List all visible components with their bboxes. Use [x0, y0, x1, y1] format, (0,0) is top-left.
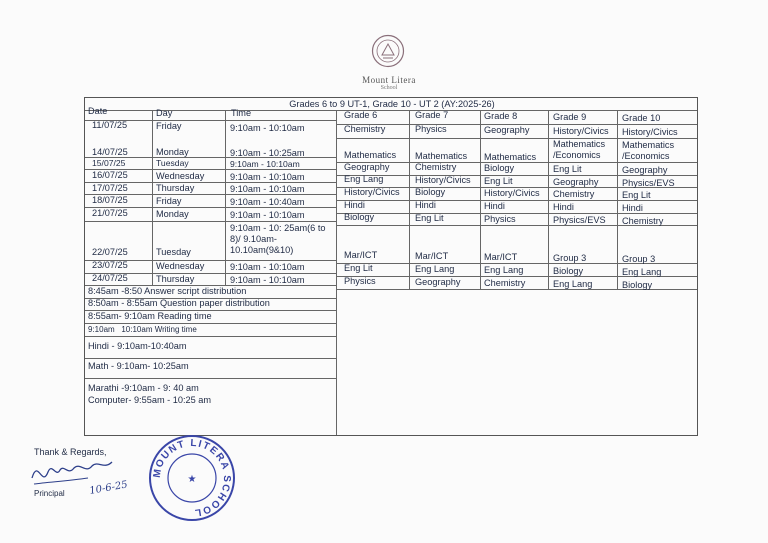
header-day: Day [156, 108, 173, 118]
row-grade6: Hindi [344, 200, 365, 210]
row-date: 18/07/25 [92, 195, 128, 205]
row-grade9: Mathematics /Economics [553, 139, 606, 160]
row-grade10: Hindi [622, 203, 643, 213]
header-grade7: Grade 7 [415, 110, 449, 120]
table-title: Grades 6 to 9 UT-1, Grade 10 - UT 2 (AY:2025-26) [289, 99, 495, 109]
note-line: 8:45am -8:50 Answer script distribution [88, 286, 247, 296]
row-date: 17/07/25 [92, 183, 128, 193]
header-date: Date [88, 106, 108, 116]
row-time: 9:10am - 10:40am [230, 197, 305, 207]
note-line: Math - 9:10am- 10:25am [88, 361, 189, 371]
row-grade6: Biology [344, 212, 375, 222]
row-grade8: Physics [484, 214, 516, 224]
row-grade7: Mathematics [415, 151, 468, 161]
row-grade6: History/Civics [344, 187, 400, 197]
row-date: 16/07/25 [92, 170, 128, 180]
header-grade9: Grade 9 [553, 112, 587, 122]
row-date: 14/07/25 [92, 147, 128, 157]
row-grade6: Physics [344, 276, 376, 286]
row-grade7: History/Civics [415, 175, 471, 185]
row-grade8: Geography [484, 125, 530, 135]
row-time: 9:10am - 10:10am [230, 210, 305, 220]
row-grade6: Mathematics [344, 150, 397, 160]
row-grade10: Eng Lang [622, 267, 662, 277]
row-grade10: Physics/EVS [622, 178, 675, 188]
row-time: 9:10am - 10:10am [230, 275, 305, 285]
row-grade9: Geography [553, 177, 599, 187]
row-day: Monday [156, 209, 189, 219]
row-grade9: Biology [553, 266, 584, 276]
row-grade10: Group 3 [622, 254, 656, 264]
row-time: 9:10am - 10:25am [230, 148, 305, 158]
header-grade10: Grade 10 [622, 113, 661, 123]
row-grade8: Hindi [484, 201, 505, 211]
row-grade9: Eng Lit [553, 164, 582, 174]
row-grade9: Hindi [553, 202, 574, 212]
row-day: Friday [156, 196, 182, 206]
row-grade6: Mar/ICT [344, 250, 378, 260]
row-date: 11/07/25 [92, 120, 128, 130]
row-day: Tuesday [156, 247, 191, 257]
row-grade8: Eng Lit [484, 176, 513, 186]
header-time: Time [231, 108, 252, 118]
note-line: Marathi -9:10am - 9: 40 am [88, 383, 199, 393]
row-date: 22/07/25 [92, 247, 128, 257]
row-day: Wednesday [156, 171, 205, 181]
row-grade8: History/Civics [484, 188, 540, 198]
row-time: 9:10am - 10:10am [230, 262, 305, 272]
header-grade6: Grade 6 [344, 110, 378, 120]
header-grade8: Grade 8 [484, 111, 518, 121]
note-line: 8:55am- 9:10am Reading time [88, 311, 212, 321]
row-grade9: Physics/EVS [553, 215, 606, 225]
row-grade10: History/Civics [622, 127, 678, 137]
row-grade8: Biology [484, 163, 515, 173]
row-date: 24/07/25 [92, 273, 128, 283]
row-date: 21/07/25 [92, 208, 128, 218]
row-grade7: Biology [415, 187, 446, 197]
row-grade10: Mathematics /Economics [622, 140, 675, 161]
row-day: Tuesday [156, 158, 189, 168]
row-day: Thursday [156, 274, 195, 284]
row-grade10: Geography [622, 165, 668, 175]
row-day: Friday [156, 121, 182, 131]
exam-timetable [84, 97, 698, 436]
row-time: 9:10am - 10:10am [230, 159, 300, 169]
row-time: 9:10am - 10: 25am(6 to 8)/ 9.10am- 10.10am(9&10) [230, 223, 326, 255]
row-grade9: Chemistry [553, 189, 595, 199]
school-stamp [147, 433, 237, 523]
row-grade8: Eng Lang [484, 265, 524, 275]
row-day: Thursday [156, 183, 195, 193]
row-day: Monday [156, 147, 189, 157]
row-grade7: Chemistry [415, 162, 457, 172]
row-grade6: Eng Lit [344, 263, 373, 273]
row-time: 9:10am - 10:10am [230, 184, 305, 194]
note-line: 8:50am - 8:55am Question paper distribution [88, 298, 270, 308]
row-grade7: Eng Lit [415, 213, 444, 223]
row-day: Wednesday [156, 261, 205, 271]
row-grade7: Eng Lang [415, 264, 455, 274]
school-subtitle: School [380, 85, 398, 91]
row-grade9: Eng Lang [553, 279, 593, 289]
row-grade6: Geography [344, 162, 390, 172]
row-grade10: Eng Lit [622, 190, 651, 200]
note-line: 9:10am 10:10am Writing time [88, 325, 197, 334]
row-grade7: Physics [415, 124, 447, 134]
row-grade9: Group 3 [553, 253, 587, 263]
row-time: 9:10am - 10:10am [230, 123, 305, 133]
row-grade7: Mar/ICT [415, 251, 449, 261]
signature-date: 10-6-25 [88, 479, 129, 497]
svg-text:★: ★ [187, 474, 197, 485]
row-time: 9:10am - 10:10am [230, 172, 305, 182]
row-grade8: Chemistry [484, 278, 526, 288]
row-grade8: Mar/ICT [484, 252, 518, 262]
row-grade6: Eng Lang [344, 174, 384, 184]
row-grade10: Chemistry [622, 216, 664, 226]
school-crest-icon [371, 34, 405, 68]
row-grade9: History/Civics [553, 126, 609, 136]
note-line: Hindi - 9:10am-10:40am [88, 341, 187, 351]
closing-text: Thank & Regards, [34, 447, 107, 457]
row-grade10: Biology [622, 280, 653, 290]
note-line: Computer- 9:55am - 10:25 am [88, 395, 212, 405]
svg-text:MOUNT LITERA SCHOOL: MOUNT LITERA SCHOOL [151, 437, 233, 519]
row-grade6: Chemistry [344, 124, 386, 134]
row-grade7: Hindi [415, 200, 436, 210]
row-grade8: Mathematics [484, 152, 537, 162]
row-date: 23/07/25 [92, 260, 128, 270]
row-grade7: Geography [415, 277, 461, 287]
principal-label: Principal [34, 489, 65, 498]
row-date: 15/07/25 [92, 158, 126, 168]
school-name: Mount Litera [362, 75, 416, 85]
